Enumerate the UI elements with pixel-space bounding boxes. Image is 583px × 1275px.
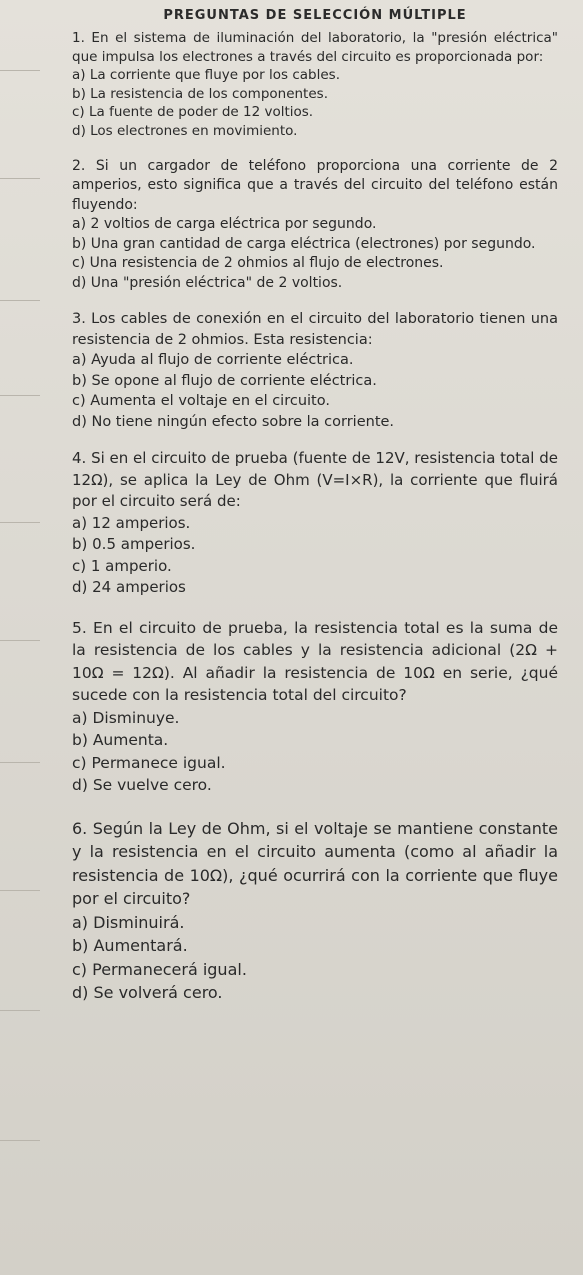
ruled-line xyxy=(0,395,40,396)
worksheet-content xyxy=(72,8,558,1017)
option-d: d) Una "presión eléctrica" de 2 voltios. xyxy=(72,274,343,291)
question-text: 6. Según la Ley de Ohm, si el voltaje se mantiene constante y la resistencia en el circuito aumenta (como al añadir la resistencia de 10Ω), ¿qué ocurrirá con la corriente que fluye por el circuito? xyxy=(72,818,558,909)
option-c: c) Una resistencia de 2 ohmios al flujo de electrones. xyxy=(72,255,444,272)
ruled-line xyxy=(0,70,40,71)
option-d: d) Se vuelve cero. xyxy=(72,776,212,795)
option-d: d) Los electrones en movimiento. xyxy=(72,122,298,139)
option-c: c) La fuente de poder de 12 voltios. xyxy=(72,104,314,121)
option-d: d) 24 amperios xyxy=(72,578,186,597)
ruled-line xyxy=(0,890,40,891)
question-2 xyxy=(72,157,558,294)
option-a: a) Ayuda al flujo de corriente eléctrica. xyxy=(72,352,354,369)
option-a: a) 12 amperios. xyxy=(72,513,191,532)
ruled-line xyxy=(0,178,40,179)
question-text: 3. Los cables de conexión en el circuito del laboratorio tienen una resistencia de 2 ohmios. Esta resistencia: xyxy=(72,311,558,348)
question-3 xyxy=(72,309,558,432)
option-a: a) La corriente que fluye por los cables. xyxy=(72,67,340,84)
ruled-line xyxy=(0,640,40,641)
ruled-line xyxy=(0,1010,40,1011)
option-b: b) Una gran cantidad de carga eléctrica (electrones) por segundo. xyxy=(72,235,536,252)
option-a: a) Disminuirá. xyxy=(72,912,185,932)
question-text: 2. Si un cargador de teléfono proporciona una corriente de 2 amperios, esto significa que a través del circuito del teléfono están fluyendo: xyxy=(72,157,558,213)
question-4 xyxy=(72,448,558,599)
option-b: b) Aumentará. xyxy=(72,936,188,956)
option-b: b) 0.5 amperios. xyxy=(72,535,196,554)
option-b: b) La resistencia de los componentes. xyxy=(72,85,328,102)
ruled-line xyxy=(0,522,40,523)
option-a: a) 2 voltios de carga eléctrica por segundo. xyxy=(72,216,377,233)
option-c: c) Permanecerá igual. xyxy=(72,959,247,979)
option-d: d) Se volverá cero. xyxy=(72,983,223,1003)
option-b: b) Aumenta. xyxy=(72,731,169,750)
question-text: 5. En el circuito de prueba, la resistencia total es la suma de la resistencia de los cables y la resistencia adicional (2Ω + 10Ω = 12Ω). Al añadir la resistencia de 10Ω en serie, ¿qué sucede con la resistencia total del circuito? xyxy=(72,618,558,705)
ruled-line xyxy=(0,1140,40,1141)
question-6 xyxy=(72,817,558,1005)
ruled-line xyxy=(0,300,40,301)
worksheet-title: PREGUNTAS DE SELECCIÓN MÚLTIPLE xyxy=(163,8,467,23)
question-text: 4. Si en el circuito de prueba (fuente de 12V, resistencia total de 12Ω), se aplica la Ley de Ohm (V=I×R), la corriente que fluirá por el circuito será de: xyxy=(72,449,558,511)
ruled-line xyxy=(0,762,40,763)
option-c: c) 1 amperio. xyxy=(72,556,172,575)
question-1 xyxy=(72,29,558,141)
option-c: c) Aumenta el voltaje en el circuito. xyxy=(72,393,330,410)
option-d: d) No tiene ningún efecto sobre la corriente. xyxy=(72,413,395,430)
option-c: c) Permanece igual. xyxy=(72,753,226,772)
question-5 xyxy=(72,617,558,797)
question-text: 1. En el sistema de iluminación del laboratorio, la "presión eléctrica" que impulsa los electrones a través del circuito es proporcionada por: xyxy=(72,30,558,65)
option-b: b) Se opone al flujo de corriente eléctrica. xyxy=(72,372,377,389)
option-a: a) Disminuye. xyxy=(72,708,180,727)
